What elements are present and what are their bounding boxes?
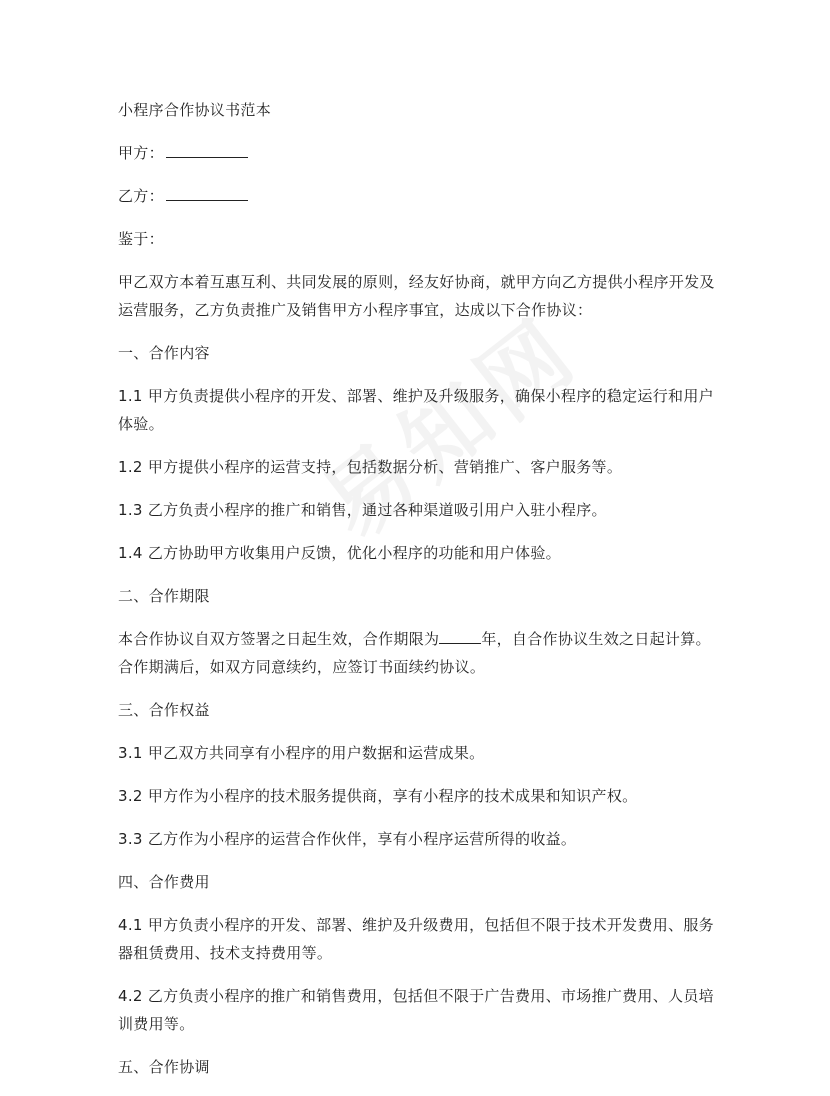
party-a-line <box>118 139 718 167</box>
party-b-blank <box>166 184 248 201</box>
party-b-line <box>118 182 718 210</box>
section-heading-4: 四、合作费用 <box>118 873 210 891</box>
preamble-paragraph: 甲乙双方本着互惠互利、共同发展的原则，经友好协商，就甲方向乙方提供小程序开发及运营服务，乙方负责推广及销售甲方小程序事宜，达成以下合作协议： <box>118 273 715 319</box>
term-text-after: 年，自合作协议生效之日起计算。合作期满后，如双方同意续约，应签订书面续约协议。 <box>118 630 711 676</box>
document-title: 小程序合作协议书范本 <box>118 101 272 119</box>
party-a-label: 甲方： <box>118 144 164 162</box>
clause-4-1: 4.1 甲方负责小程序的开发、部署、维护及升级费用，包括但不限于技术开发费用、服务器租赁费用、技术支持费用等。 <box>118 916 714 962</box>
term-paragraph <box>118 625 718 681</box>
term-years-blank <box>439 627 481 644</box>
section-heading-5: 五、合作协调 <box>118 1058 210 1076</box>
clause-1-3: 1.3 乙方负责小程序的推广和销售，通过各种渠道吸引用户入驻小程序。 <box>118 501 607 519</box>
term-text-before: 本合作协议自双方签署之日起生效，合作期限为 <box>118 630 440 648</box>
clause-3-1: 3.1 甲乙双方共同享有小程序的用户数据和运营成果。 <box>118 744 485 762</box>
document-body <box>118 96 718 1096</box>
party-b-label: 乙方： <box>118 187 164 205</box>
whereas-line: 鉴于： <box>118 230 164 248</box>
section-heading-2: 二、合作期限 <box>118 587 210 605</box>
clause-3-3: 3.3 乙方作为小程序的运营合作伙伴，享有小程序运营所得的收益。 <box>118 830 577 848</box>
clause-1-2: 1.2 甲方提供小程序的运营支持，包括数据分析、营销推广、客户服务等。 <box>118 458 623 476</box>
clause-3-2: 3.2 甲方作为小程序的技术服务提供商，享有小程序的技术成果和知识产权。 <box>118 787 638 805</box>
section-heading-1: 一、合作内容 <box>118 344 210 362</box>
clause-4-2: 4.2 乙方负责小程序的推广和销售费用，包括但不限于广告费用、市场推广费用、人员培训费用等。 <box>118 987 714 1033</box>
clause-1-4: 1.4 乙方协助甲方收集用户反馈，优化小程序的功能和用户体验。 <box>118 544 561 562</box>
section-heading-3: 三、合作权益 <box>118 701 210 719</box>
party-a-blank <box>166 141 248 158</box>
clause-1-1: 1.1 甲方负责提供小程序的开发、部署、维护及升级服务，确保小程序的稳定运行和用户体验。 <box>118 387 714 433</box>
